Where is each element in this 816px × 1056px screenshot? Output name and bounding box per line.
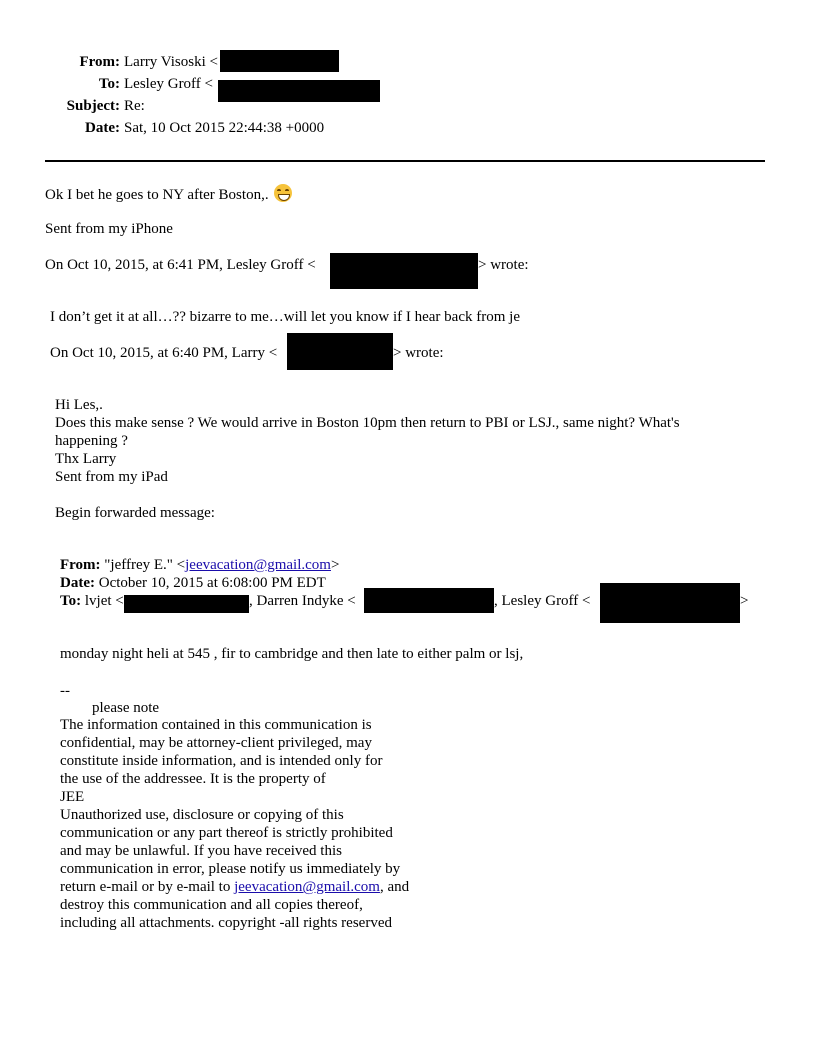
disclaimer-line: the use of the addressee. It is the property of <box>60 771 326 787</box>
quote-header-2: On Oct 10, 2015, at 6:40 PM, Larry < <box>50 345 278 361</box>
subject-value: Re: <box>124 98 145 114</box>
disclaimer-line: constitute inside information, and is intended only for <box>60 753 383 769</box>
fwd-from-label: From: <box>60 557 101 573</box>
sent-from-iphone: Sent from my iPhone <box>45 221 173 237</box>
disclaimer-line: Unauthorized use, disclosure or copying of this <box>60 807 344 823</box>
disclaimer-line: JEE <box>60 789 85 805</box>
fwd-to-label: To: <box>60 593 82 609</box>
disclaimer-line: and may be unlawful. If you have received this <box>60 843 342 859</box>
message-line: Hi Les,. <box>55 397 103 413</box>
date-value: Sat, 10 Oct 2015 22:44:38 +0000 <box>124 120 325 136</box>
to-value: Lesley Groff < <box>124 76 213 92</box>
redaction-box <box>124 595 249 613</box>
date-label: Date: <box>85 120 120 136</box>
grinning-face-emoji-icon <box>274 184 292 202</box>
disclaimer-return-line <box>60 878 409 896</box>
redaction-box <box>364 588 494 613</box>
larry-message <box>55 396 680 486</box>
message-line: Sent from my iPad <box>55 469 168 485</box>
fwd-date-value: October 10, 2015 at 6:08:00 PM EDT <box>98 575 326 591</box>
quote-header-1 <box>45 256 316 274</box>
fwd-date-label: Date: <box>60 575 95 591</box>
please-note: please note <box>92 700 160 716</box>
disclaimer-line: communication or any part thereof is strictly prohibited <box>60 825 393 841</box>
disclaimer-line: destroy this communication and all copies thereof, <box>60 897 363 913</box>
fwd-from-email-link[interactable]: jeevacation@gmail.com <box>185 557 331 573</box>
disclaimer <box>60 716 409 932</box>
quote-header-1-end: > wrote: <box>478 257 529 273</box>
redaction-box <box>220 50 339 72</box>
subject-label: Subject: <box>66 98 120 114</box>
begin-forwarded: Begin forwarded message: <box>55 505 215 521</box>
forwarded-message: monday night heli at 545 , fir to cambridge and then late to either palm or lsj, <box>60 646 524 662</box>
redaction-box <box>600 583 740 623</box>
header-divider <box>45 160 765 162</box>
quoted-reply-lesley: I don’t get it at all…?? bizarre to me…will let you know if I hear back from je <box>50 309 520 325</box>
signature-dash: -- <box>60 683 70 699</box>
to-label: To: <box>98 76 120 92</box>
fwd-from-name: "jeffrey E." < <box>104 557 186 573</box>
disclaimer-line: including all attachments. copyright -all rights reserved <box>60 915 392 931</box>
reply-text: Ok I bet he goes to NY after Boston,. <box>45 187 269 203</box>
from-label: From: <box>79 54 120 70</box>
disclaimer-line: communication in error, please notify us immediately by <box>60 861 401 877</box>
disclaimer-return-end: , and <box>379 879 410 895</box>
disclaimer-line: confidential, may be attorney-client privileged, may <box>60 735 372 751</box>
message-line: Thx Larry <box>55 451 117 467</box>
disclaimer-email-link[interactable]: jeevacation@gmail.com <box>234 879 380 895</box>
fwd-date-line <box>60 574 326 592</box>
redaction-box <box>330 253 478 289</box>
fwd-from-end: > <box>330 557 340 573</box>
disclaimer-line: The information contained in this communication is <box>60 717 372 733</box>
from-value: Larry Visoski < <box>124 54 218 70</box>
quote-header-1-text: On Oct 10, 2015, at 6:41 PM, Lesley Groff < <box>45 257 316 273</box>
redaction-box <box>218 80 380 102</box>
fwd-to-line <box>60 592 124 610</box>
redaction-box <box>287 333 393 370</box>
fwd-to-lvjet: lvjet < <box>84 593 124 609</box>
fwd-from-line <box>60 556 339 574</box>
fwd-to-darren: , Darren Indyke < <box>249 593 356 609</box>
message-line: Does this make sense ? We would arrive in Boston 10pm then return to PBI or LSJ., same night? What's <box>55 415 680 431</box>
disclaimer-return-text: return e-mail or by e-mail to <box>60 879 235 895</box>
fwd-to-lesley: , Lesley Groff < <box>494 593 591 609</box>
message-line: happening ? <box>55 433 128 449</box>
fwd-to-end: > <box>740 593 749 609</box>
quote-header-2-end: > wrote: <box>393 345 444 361</box>
reply-line <box>45 184 292 204</box>
